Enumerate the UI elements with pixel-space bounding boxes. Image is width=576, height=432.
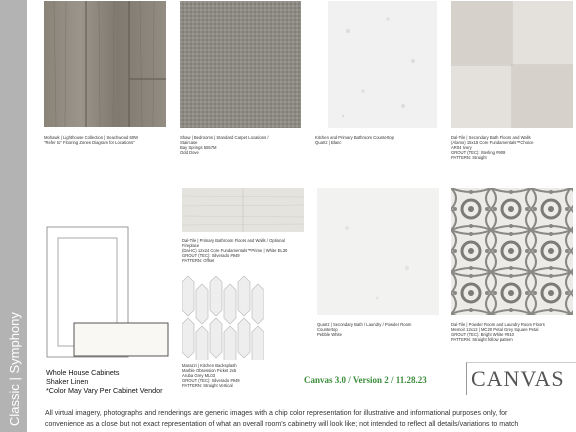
- primary-wall-tile-image: [182, 188, 304, 232]
- caption-line: GROUT (TEC): Bright White #910: [451, 332, 514, 337]
- caption-line: PATTERN: Straight: [451, 155, 487, 160]
- caption-line: Dal-Tile | Secondary Bath Floors and Walls: [451, 135, 531, 140]
- caption-line: Staircase: [180, 140, 198, 145]
- carpet-image: [180, 1, 301, 128]
- caption-line: Whole House Cabinets: [46, 368, 120, 377]
- quartz-image: [328, 1, 437, 128]
- bath-floor-tile-image: [451, 1, 573, 128]
- sidebar: [0, 0, 27, 432]
- wood-flooring-swatch: [44, 1, 166, 127]
- caption-line: Quartz | Secondary Bath / Laundry / Powder Room: [317, 322, 412, 327]
- caption-line: Bay Springs 5557M: [180, 145, 217, 150]
- caption-line: Aruba Grey ML03: [182, 373, 216, 378]
- sidebar-label-wrap: [4, 286, 24, 426]
- cabinet-door-image: [46, 226, 171, 358]
- caption-line: Countertop: [317, 327, 338, 332]
- disclaimer-line: convenience as a close but not exact representation of what an overall room's cabinetry will look like; not intended to reflect all details/variations to match: [45, 421, 519, 428]
- quartz-caption: [315, 135, 394, 145]
- caption-line: Marble Obsession Picket 2x5: [182, 368, 237, 373]
- bath-floor-tile-swatch: [451, 1, 573, 128]
- caption-line: Mohawk | Lighthouse Collection | Seachwood 60W: [44, 135, 139, 140]
- canvas-logo-text: CANVAS: [471, 366, 565, 391]
- caption-line: PATTERN: Straight follow pattern: [451, 337, 513, 342]
- laundry-quartz-swatch: [317, 188, 439, 315]
- powder-tile-image: [451, 188, 573, 315]
- caption-line: GROUT (TEC): Silverado #949: [182, 253, 240, 258]
- caption-line: GROUT (TEC): Sterling #909: [451, 150, 506, 155]
- caption-line: Quartz | Blanc: [315, 140, 342, 145]
- caption-line: (Dal-IC) 12x24 Core Fundamentals™Prime | White EL30: [182, 248, 288, 253]
- laundry-quartz-image: [317, 188, 439, 315]
- disclaimer: [45, 408, 570, 430]
- powder-caption: [451, 322, 545, 342]
- version-label: Canvas 3.0 / Version 2 / 11.28.23: [304, 375, 427, 385]
- powder-tile-swatch: [451, 188, 573, 315]
- cabinet-door-illustration: [46, 226, 171, 358]
- carpet-swatch: [180, 1, 301, 128]
- caption-line: AR04 Ivory: [451, 145, 472, 150]
- backsplash-image: [182, 276, 264, 360]
- backsplash-caption: [182, 363, 240, 388]
- quartz-swatch: [328, 1, 437, 128]
- caption-line: (Alamo) 15x15 Core Fundamentals™Choice: [451, 140, 534, 145]
- carpet-caption: [180, 135, 269, 155]
- canvas-logo: [466, 362, 576, 395]
- primary-wall-tile-swatch: [182, 188, 304, 232]
- caption-line: GROUT (TEC): Silverado #949: [182, 378, 240, 383]
- bath-floor-caption: [451, 135, 533, 160]
- laundry-caption: [317, 322, 411, 337]
- wood-flooring-image: [44, 1, 166, 127]
- caption-line: Marazzi | Kitchen Backsplash: [182, 363, 237, 368]
- primary-wall-caption: [182, 238, 287, 263]
- caption-line: Dal-Tile | Primary Bathroom Floors and Walls / Optional: [182, 238, 285, 243]
- disclaimer-line: All virtual imagery, photographs and renderings are generic images with a chip color representation for illustrative and informational purposes only, for: [45, 410, 508, 417]
- cabinet-caption: [46, 368, 163, 395]
- caption-line: Shaker Linen: [46, 377, 89, 386]
- caption-line: Odd Dove: [180, 150, 199, 155]
- caption-line: *Color May Vary Per Cabinet Vendor: [46, 386, 163, 395]
- sidebar-label: Classic | Symphony: [7, 312, 22, 426]
- caption-line: PATTERN: Straight Vertical: [182, 383, 233, 388]
- caption-line: Fireplace: [182, 243, 200, 248]
- caption-line: "Refer to" Flooring Zones Diagram for Locations": [44, 140, 135, 145]
- caption-line: Memoir 12x12 | MC20 Petal Grey Square Petal: [451, 327, 539, 332]
- caption-line: Shaw | Bedrooms | Standard Carpet Locations /: [180, 135, 269, 140]
- caption-line: PATTERN: Offset: [182, 258, 215, 263]
- backsplash-swatch: [182, 276, 264, 360]
- caption-line: Dal-Tile | Powder Room and Laundry Room Floors: [451, 322, 545, 327]
- wood-caption: [44, 135, 138, 145]
- caption-line: Kitchen and Primary Bathroom Countertop: [315, 135, 394, 140]
- caption-line: Pebble White: [317, 332, 342, 337]
